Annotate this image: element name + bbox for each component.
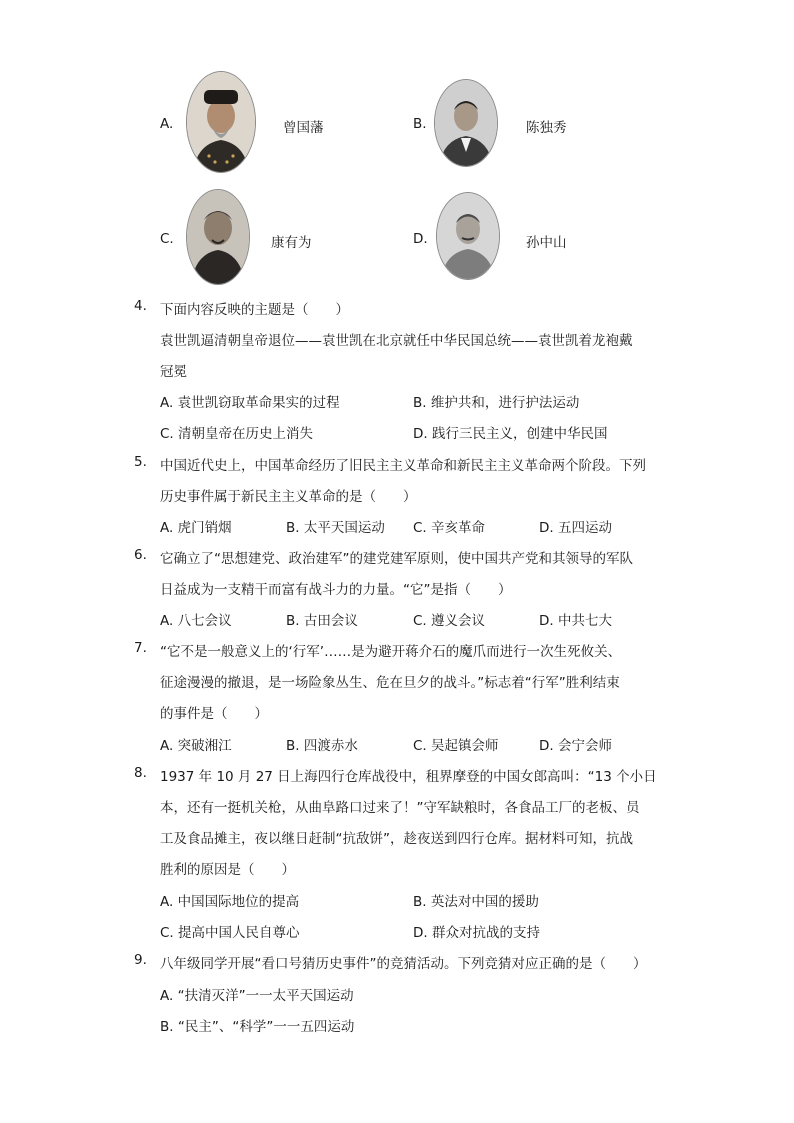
portrait-chen-duxiu <box>434 79 498 167</box>
question-stem: 胜利的原因是（ ） <box>160 862 295 878</box>
question-stem: 它确立了“思想建党、政治建军”的建党建军原则，使中国共产党和其领导的军队 <box>160 551 633 567</box>
answer-option-c: C. 清朝皇帝在历史上消失 <box>160 426 314 442</box>
question-number: 4. <box>134 298 147 314</box>
question-material: 冠冕 <box>160 364 187 380</box>
portrait-image <box>187 190 249 284</box>
question-stem: 八年级同学开展“看口号猜历史事件”的竞猜活动。下列竞猜对应正确的是（ ） <box>160 956 647 972</box>
option-letter-d: D. <box>413 231 428 247</box>
portrait-image <box>187 72 255 172</box>
question-stem: “它不是一般意义上的‘行军’……是为避开蒋介石的魔爪而进行一次生死攸关、 <box>160 644 622 660</box>
answer-option-d: D. 践行三民主义，创建中华民国 <box>413 426 608 442</box>
answer-option-b: B. 太平天国运动 <box>286 520 385 536</box>
answer-option-b: B. 四渡赤水 <box>286 738 358 754</box>
answer-option-a: A. 中国国际地位的提高 <box>160 894 300 910</box>
portrait-sun-yatsen <box>436 192 500 280</box>
answer-option-c: C. 吴起镇会师 <box>413 738 499 754</box>
portrait-kang-youwei <box>186 189 250 285</box>
answer-option-a: A. 虎门销烟 <box>160 520 232 536</box>
option-letter-b: B. <box>413 116 427 132</box>
answer-option-b: B. 英法对中国的援助 <box>413 894 539 910</box>
option-text-d: 孙中山 <box>526 235 567 251</box>
question-stem: 历史事件属于新民主主义革命的是（ ） <box>160 489 417 505</box>
option-text-b: 陈独秀 <box>526 120 567 136</box>
question-stem: 1937 年 10 月 27 日上海四行仓库战役中，租界摩登的中国女郎高叫：“13 个小日 <box>160 769 657 785</box>
question-stem: 征途漫漫的撤退，是一场险象丛生、危在旦夕的战斗。”标志着“行军”胜利结束 <box>160 675 620 691</box>
answer-option-a: A. “扶清灭洋”一一太平天国运动 <box>160 988 354 1004</box>
answer-option-c: C. 提高中国人民自尊心 <box>160 925 300 941</box>
answer-option-d: D. 会宁会师 <box>539 738 612 754</box>
answer-option-a: A. 袁世凯窃取革命果实的过程 <box>160 395 340 411</box>
option-letter-a: A. <box>160 116 174 132</box>
question-stem: 工及食品摊主，夜以继日赶制“抗敌饼”，趁夜送到四行仓库。据材料可知，抗战 <box>160 831 633 847</box>
answer-option-c: C. 遵义会议 <box>413 613 486 629</box>
option-text-c: 康有为 <box>271 235 312 251</box>
question-number: 5. <box>134 454 147 470</box>
question-number: 6. <box>134 547 147 563</box>
question-stem: 的事件是（ ） <box>160 706 268 722</box>
question-stem: 本，还有一挺机关枪，从曲阜路口过来了！”守军缺粮时，各食品工厂的老板、员 <box>160 800 640 816</box>
option-letter-c: C. <box>160 231 174 247</box>
answer-option-a: A. 八七会议 <box>160 613 232 629</box>
answer-option-b: B. “民主”、“科学”一一五四运动 <box>160 1019 355 1035</box>
question-number: 8. <box>134 765 147 781</box>
answer-option-d: D. 中共七大 <box>539 613 612 629</box>
portrait-zeng-guofan <box>186 71 256 173</box>
answer-option-d: D. 群众对抗战的支持 <box>413 925 540 941</box>
answer-option-c: C. 辛亥革命 <box>413 520 486 536</box>
question-stem: 日益成为一支精干而富有战斗力的力量。“它”是指（ ） <box>160 582 512 598</box>
portrait-image <box>437 193 499 279</box>
portrait-image <box>435 80 497 166</box>
question-number: 7. <box>134 640 147 656</box>
answer-option-a: A. 突破湘江 <box>160 738 232 754</box>
question-stem: 下面内容反映的主题是（ ） <box>160 302 349 318</box>
option-text-a: 曾国藩 <box>283 120 324 136</box>
question-stem: 中国近代史上，中国革命经历了旧民主主义革命和新民主主义革命两个阶段。下列 <box>160 458 646 474</box>
question-number: 9. <box>134 952 147 968</box>
answer-option-b: B. 古田会议 <box>286 613 358 629</box>
answer-option-b: B. 维护共和，进行护法运动 <box>413 395 580 411</box>
question-material: 袁世凯逼清朝皇帝退位——袁世凯在北京就任中华民国总统——袁世凯着龙袍戴 <box>160 333 633 349</box>
answer-option-d: D. 五四运动 <box>539 520 612 536</box>
